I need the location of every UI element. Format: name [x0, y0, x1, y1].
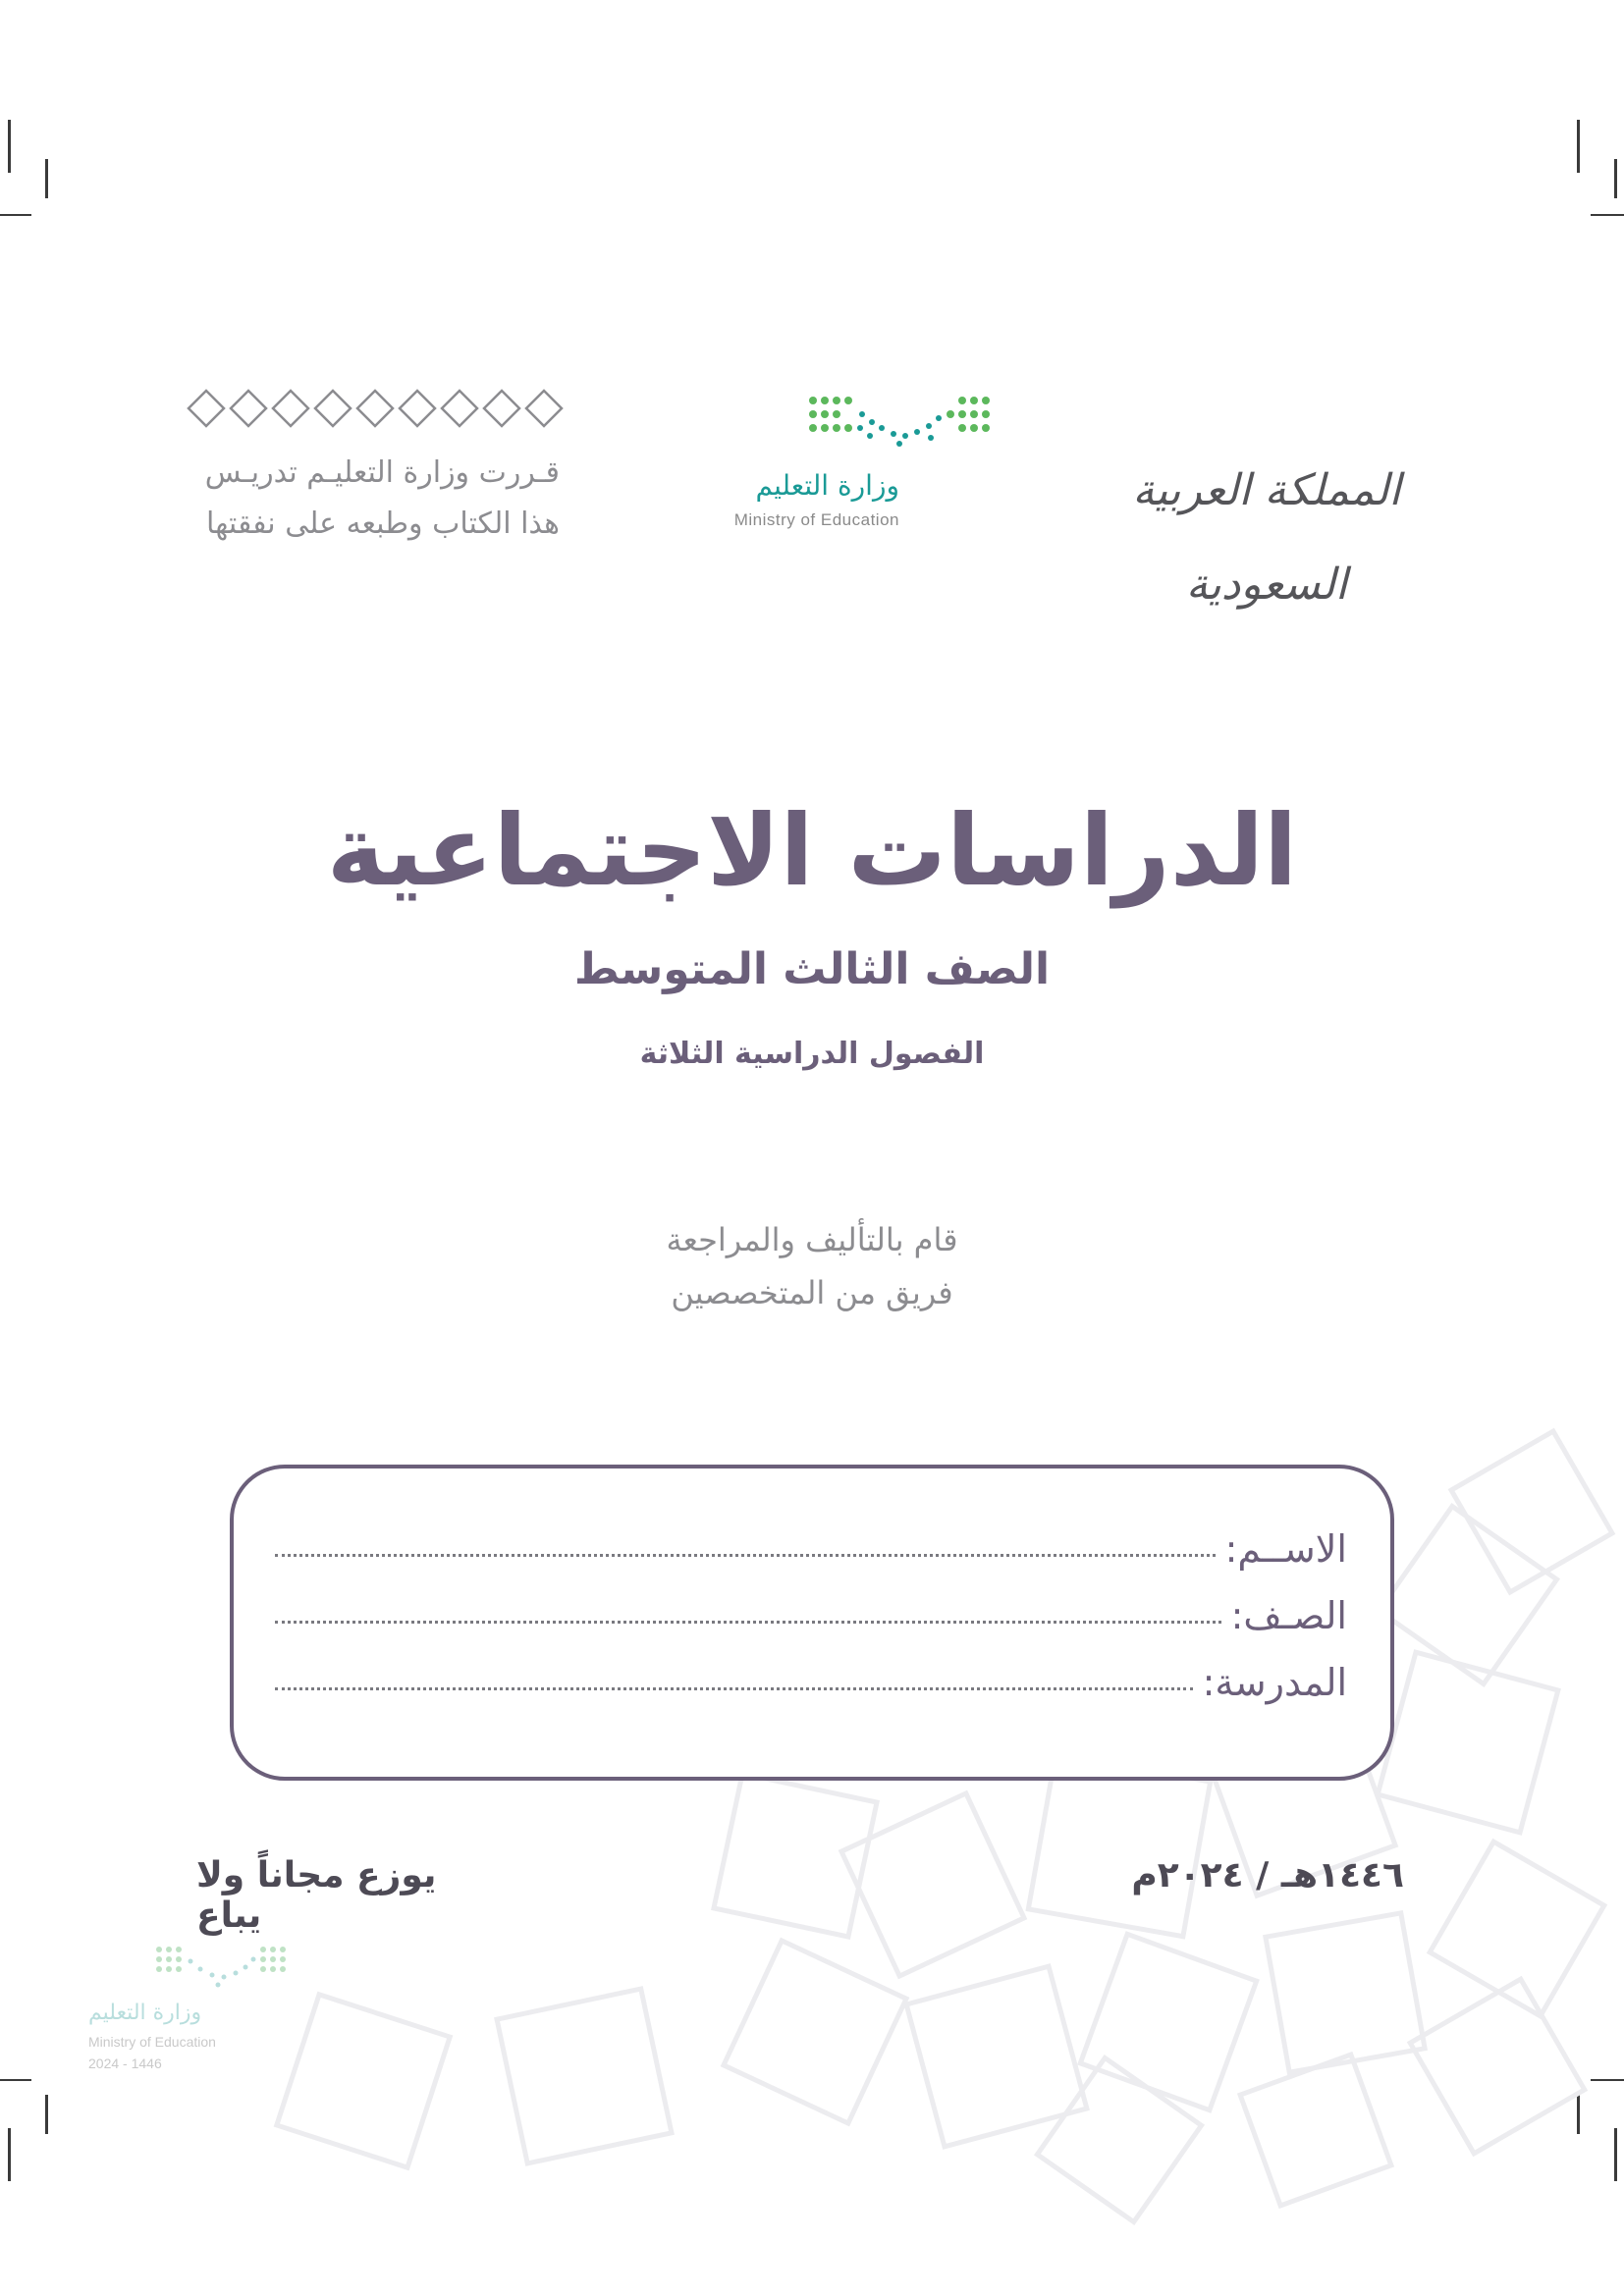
watermark-year: 2024 - 1446: [88, 2056, 162, 2071]
watermark-dots-icon: [81, 1940, 297, 1999]
ministry-decree: [147, 448, 560, 550]
diamond-icon: [231, 391, 266, 426]
publication-year: ١٤٤٦هـ / ٢٠٢٤م: [1131, 1855, 1404, 1896]
ministry-name-arabic: وزارة التعليم: [755, 469, 899, 502]
school-label: المدرسة:: [1202, 1661, 1347, 1704]
credit-line-2: فريق من المتخصصين: [671, 1274, 953, 1311]
grade-subtitle: الصف الثالث المتوسط: [573, 944, 1051, 994]
student-info-box: [230, 1465, 1394, 1781]
name-field[interactable]: [275, 1527, 1347, 1571]
name-dotted-line[interactable]: [275, 1554, 1216, 1557]
name-label: الاســم:: [1224, 1527, 1347, 1571]
kingdom-logo-text: المملكة العربية السعودية: [1132, 465, 1401, 610]
book-title: الدراسات الاجتماعية: [326, 793, 1298, 908]
diamond-icon: [273, 391, 308, 426]
watermark-name-english: Ministry of Education: [88, 2034, 216, 2050]
decree-line-1: قـررت وزارة التعليـم تدريـس: [204, 455, 560, 490]
diamond-icon: [442, 391, 477, 426]
diamond-icon: [189, 391, 224, 426]
ministry-logo: [707, 389, 1001, 536]
school-field[interactable]: [275, 1661, 1347, 1704]
diamond-icon: [400, 391, 435, 426]
diamond-icon: [484, 391, 519, 426]
authors-credit: [0, 1213, 1624, 1319]
kingdom-logo: [1119, 444, 1414, 610]
grade-label: الصـف:: [1230, 1594, 1347, 1637]
watermark-name-arabic: وزارة التعليم: [88, 2001, 202, 2025]
grade-field[interactable]: [275, 1594, 1347, 1637]
diamonds-row: [187, 387, 569, 430]
decree-line-2: هذا الكتاب وطبعه على نفقتها: [205, 507, 560, 541]
diamond-icon: [315, 391, 351, 426]
ministry-dots-icon: [707, 389, 1001, 467]
credit-line-1: قام بالتأليف والمراجعة: [666, 1221, 958, 1258]
grade-dotted-line[interactable]: [275, 1621, 1221, 1624]
diamond-icon: [357, 391, 393, 426]
ministry-name-english: Ministry of Education: [733, 510, 899, 529]
free-distribution-note: يوزع مجاناً ولا يباع: [196, 1855, 437, 1936]
diamond-icon: [526, 391, 562, 426]
ministry-watermark: [81, 1940, 297, 2087]
school-dotted-line[interactable]: [275, 1687, 1193, 1690]
terms-subtitle: الفصول الدراسية الثلاثة: [639, 1037, 985, 1071]
